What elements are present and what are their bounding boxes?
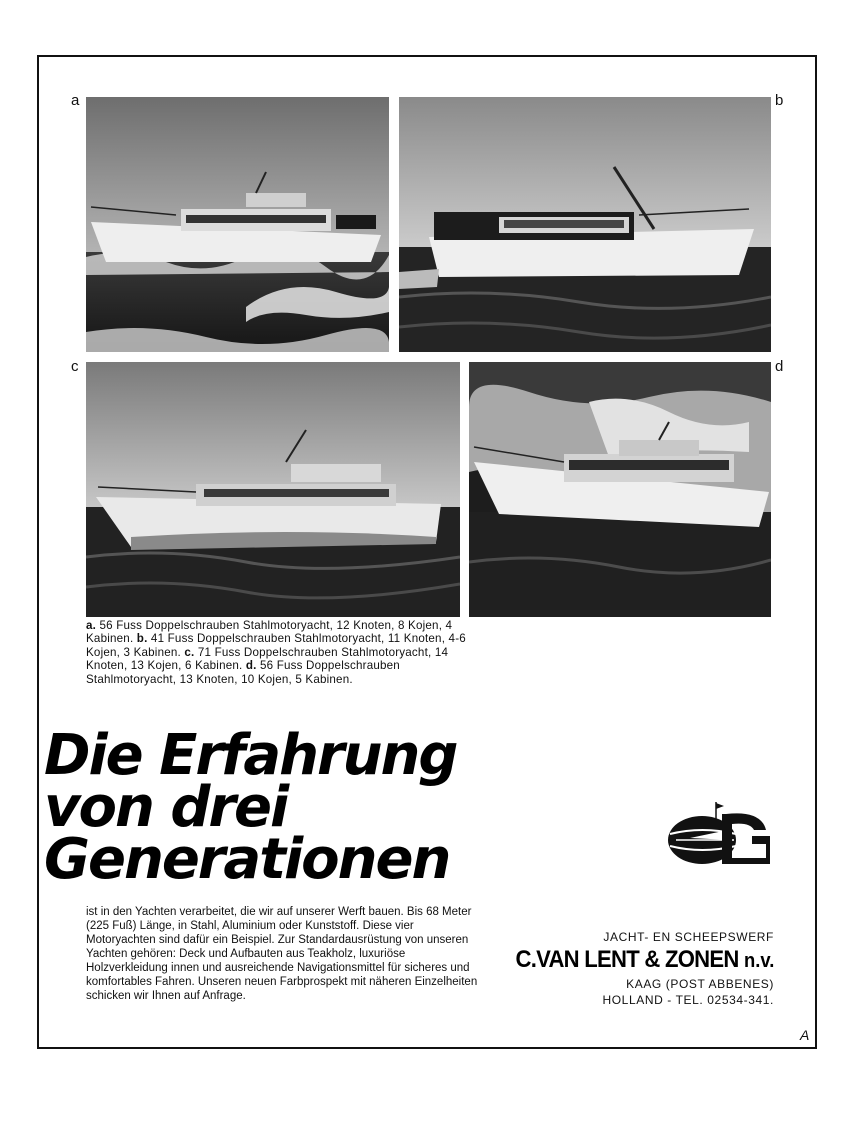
photo-label-c: c [71, 358, 79, 375]
company-block [493, 930, 774, 1008]
company-address-1: KAAG (POST ABBENES) [626, 977, 774, 991]
photo-label-d: d [775, 358, 784, 375]
yacht-photo-c [86, 362, 460, 617]
yacht-photo-a [86, 97, 389, 352]
company-subtitle: JACHT- EN SCHEEPSWERF [603, 930, 774, 944]
photo-label-b: b [775, 92, 784, 109]
company-address-2: HOLLAND - TEL. 02534-341. [602, 993, 774, 1007]
yacht-photo-b [399, 97, 771, 352]
headline-line-3: Generationen [44, 827, 450, 892]
shipyard-logo [666, 800, 774, 872]
headline-line-1: Die Erfahrung [44, 723, 457, 788]
photo-label-a: a [71, 92, 80, 109]
company-name: C.VAN LENT & ZONEN n.v. [515, 946, 774, 973]
corner-mark: A [800, 1027, 810, 1043]
headline-line-2: von drei [44, 775, 288, 840]
headline [44, 723, 504, 892]
photo-caption: a. 56 Fuss Doppelschrauben Stahlmotoryacht, 12 Knoten, 8 Kojen, 4 Kabinen. b. 41 Fuss Doppelschrauben Stahlmotoryacht, 11 Knoten, 4-6 Kojen, 3 Kabinen. c. 71 Fuss Doppelschrauben Stahlmotoryacht, 14 Knoten, 13 Kojen, 6 Kabinen. d. 56 Fuss Doppelschrauben Stahlmotoryacht, 13 Knoten, 10 Kojen, 5 Kabinen. [86, 619, 466, 686]
yacht-photo-d [469, 362, 771, 617]
body-text: ist in den Yachten verarbeitet, die wir auf unserer Werft bauen. Bis 68 Meter (225 Fuß) Länge, in Stahl, Aluminium oder Kunststoff. Diese vier Motoryachten sind dafür ein Beispiel. Zur Standardausrüstung von unseren Yachten gehören: Deck und Aufbauten aus Teakholz, luxuriöse Holzverkleidung innen und ausreichende Navigationsmittel für sicheres und komfortables Fahren. Unseren neuen Farbprospekt mit näheren Einzelheiten schicken wir Ihnen auf Anfrage. [86, 906, 478, 1002]
